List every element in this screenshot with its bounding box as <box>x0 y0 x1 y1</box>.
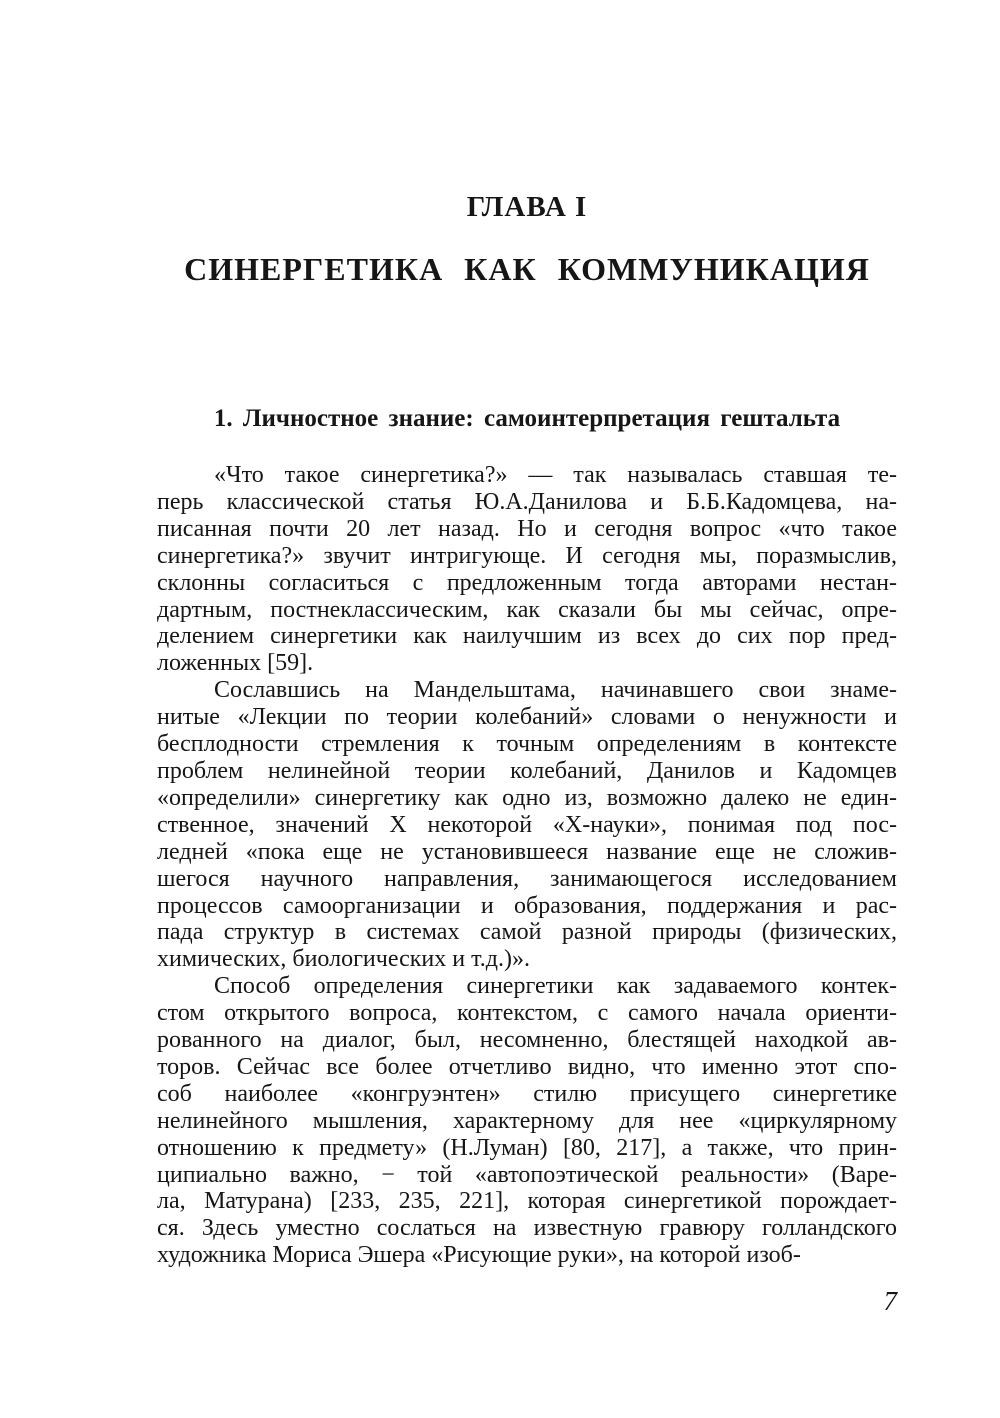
body-line: нитые «Лекции по теории колебаний» словами о ненужности и <box>157 704 897 731</box>
paragraph <box>157 677 897 973</box>
body-line: ственное, значений Х некоторой «Х-науки», понимая под пос- <box>157 811 897 838</box>
body-line: стом открытого вопроса, контекстом, с самого начала ориенти- <box>157 1000 897 1027</box>
body-line: химических, биологических и т.д.)». <box>157 946 530 973</box>
section-heading: 1. Личностное знание: самоинтерпретация гештальта <box>213 405 841 432</box>
body-line: отношению к предмету» (Н.Луман) [80, 217], а также, что прин- <box>157 1134 897 1161</box>
body-line: художника Мориса Эшера «Рисующие руки», на которой изоб- <box>157 1242 801 1269</box>
body-line: проблем нелинейной теории колебаний, Данилов и Кадомцев <box>157 757 897 784</box>
body-line: ла, Матурана) [233, 235, 221], которая синергетикой порождает- <box>157 1188 897 1215</box>
chapter-title: ГЛАВА I <box>466 191 588 223</box>
body-line: писанная почти 20 лет назад. Но и сегодня вопрос «что такое <box>157 515 897 542</box>
body-text <box>157 462 897 1269</box>
body-line: ложенных [59]. <box>157 650 314 677</box>
body-line: Способ определения синергетики как задаваемого контек- <box>214 973 897 1000</box>
body-line: «Что такое синергетика?» — так называлась ставшая те- <box>214 462 897 488</box>
body-line: перь классической статья Ю.А.Данилова и Б.Б.Кадомцева, на- <box>157 488 897 515</box>
body-line: ледней «пока еще не установившееся название еще не сложив- <box>157 838 897 865</box>
paragraph <box>157 462 897 677</box>
body-line: ся. Здесь уместно сослаться на известную гравюру голландского <box>157 1215 897 1242</box>
body-line: ципиально важно, − той «автопоэтической реальности» (Варе- <box>157 1161 897 1188</box>
body-line: делением синергетики как наилучшим из всех до сих пор пред- <box>157 623 897 650</box>
body-line: «определили» синергетику как одно из, возможно далеко не един- <box>157 784 897 811</box>
body-line: синергетика?» звучит интригующе. И сегодня мы, поразмыслив, <box>157 542 897 569</box>
chapter-subtitle: СИНЕРГЕТИКА КАК КОММУНИКАЦИЯ <box>184 251 870 287</box>
body-line: бесплодности стремления к точным определениям в контексте <box>157 731 897 758</box>
body-line: склонны согласиться с предложенным тогда авторами нестан- <box>157 569 897 596</box>
page-number: 7 <box>883 1286 897 1316</box>
body-line: соб наиболее «конгруэнтен» стилю присущего синергетике <box>157 1080 897 1107</box>
body-line: шегося научного направления, занимающегося исследованием <box>157 865 897 892</box>
body-line: Сославшись на Мандельштама, начинавшего свои знаме- <box>214 677 897 704</box>
body-line: рованного на диалог, был, несомненно, блестящей находкой ав- <box>157 1027 897 1054</box>
paragraph <box>157 973 897 1269</box>
body-line: процессов самоорганизации и образования, поддержания и рас- <box>157 892 897 919</box>
body-line: дартным, постнеклассическим, как сказали бы мы сейчас, опре- <box>157 596 897 623</box>
body-line: нелинейного мышления, характерному для нее «циркулярному <box>157 1107 897 1134</box>
body-line: пада структур в системах самой разной природы (физических, <box>157 919 897 946</box>
body-line: торов. Сейчас все более отчетливо видно, что именно этот спо- <box>157 1053 897 1080</box>
